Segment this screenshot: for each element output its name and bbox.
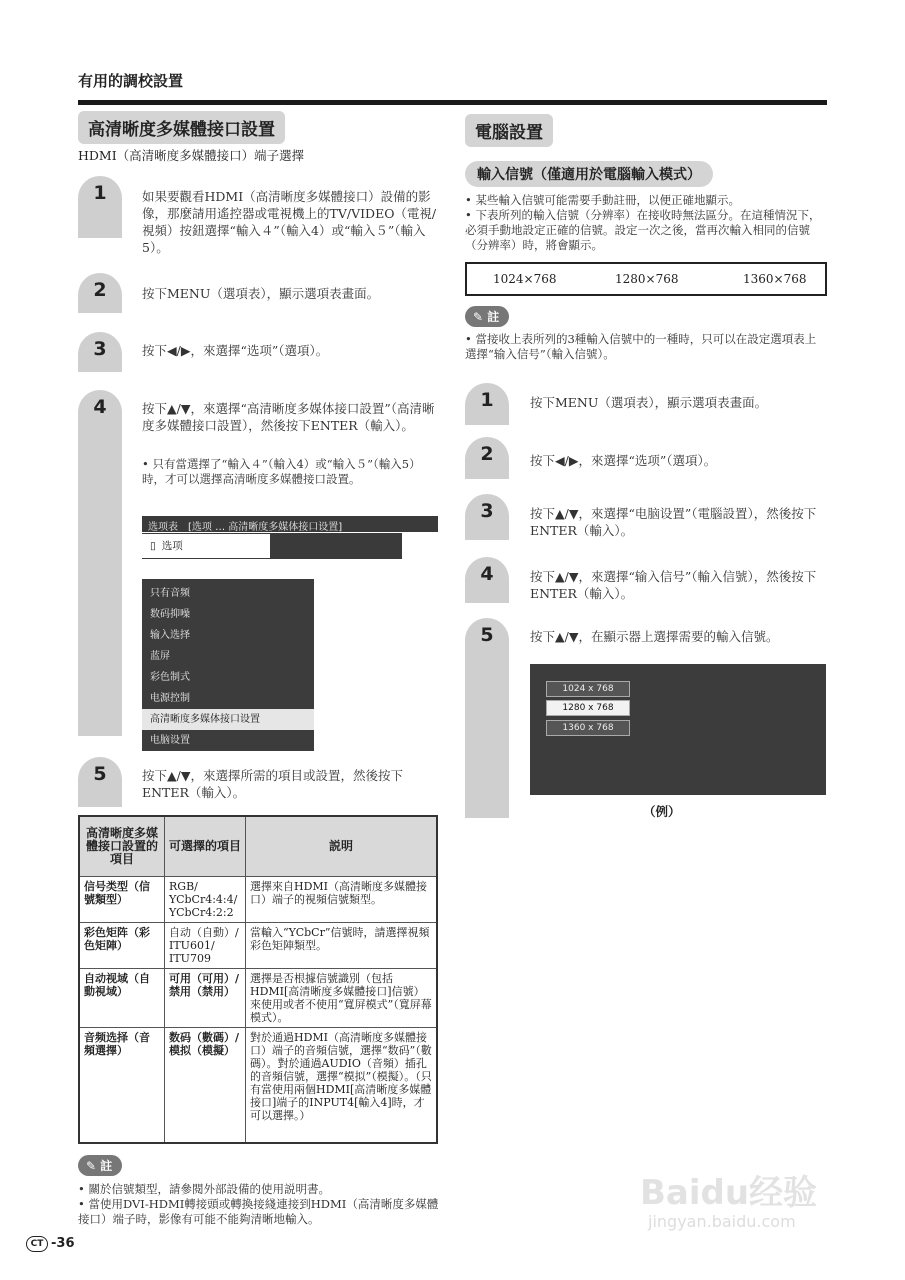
pencil-icon: ✎ — [473, 310, 484, 324]
table-header-description: 説明 — [246, 816, 438, 876]
right-bullet-1: • 某些輸入信號可能需要手動註冊，以便正確地顯示。 — [465, 193, 740, 207]
pc-step-2-text: 按下◀/▶，來選擇“选项”（選項）。 — [530, 453, 717, 468]
step-4-text: 按下▲/▼，來選擇“高清晰度多媒体接口設置”（高清晰度多媒體接口設置），然後按下ENTER（輸入）。 — [142, 401, 435, 433]
osd-item-noise-reduction[interactable]: 数码抑噪 — [150, 609, 190, 620]
example-option-1360[interactable]: 1360 x 768 — [546, 720, 630, 736]
step-2-text: 按下MENU（選項表），顯示選項表畫面。 — [142, 286, 380, 301]
resolution-1360: 1360×768 — [743, 272, 807, 286]
osd-menu-header: 选项表 [选项 … 高清晰度多媒体接口设置] — [142, 516, 438, 532]
example-screen — [530, 664, 826, 795]
step-1-text: 如果要觀看HDMI（高清晰度多媒體接口）設備的影像，那麼請用遙控器或電視機上的TV/VIDEO（電視/視頻）按鈕選擇“輸入４”（輸入4）或“輸入５”（輸入5）。 — [142, 189, 437, 255]
pencil-icon: ✎ — [86, 1159, 97, 1173]
step-2-badge: 2 — [78, 273, 122, 313]
resolution-1024: 1024×768 — [493, 272, 557, 286]
step-3-badge: 3 — [78, 332, 122, 372]
language-badge: CT — [26, 1236, 48, 1252]
left-note-2: • 當使用DVI-HDMI轉接頭或轉換接綫連接到HDMI（高清晰度多媒體接口）端子時，影像有可能不能夠清晰地輸入。 — [78, 1197, 439, 1226]
right-note-badge: ✎ 註 — [465, 306, 509, 327]
pc-step-2-badge: 2 — [465, 437, 509, 479]
hdmi-settings-table — [78, 815, 438, 1144]
osd-item-list — [142, 579, 314, 751]
baidu-watermark-logo: Baidu经验 — [640, 1173, 818, 1213]
osd-item-input-select[interactable]: 输入选择 — [150, 630, 190, 641]
table-header-options: 可選擇的項目 — [165, 816, 246, 876]
example-option-1280[interactable]: 1280 x 768 — [546, 700, 630, 716]
right-note-text: • 當接收上表所列的3種輸入信號中的一種時，只可以在設定選項表上選擇“输入信号”（輸入信號）。 — [465, 332, 817, 361]
pc-section-title: 電腦設置 — [465, 114, 553, 147]
resolution-table — [465, 262, 827, 296]
right-bullet-2: • 下表所列的輸入信號（分辨率）在接收時無法區分。在這種情況下，必須手動地設定正確的信號。設定一次之後，當再次輸入相同的信號（分辨率）時，將會顯示。 — [465, 208, 821, 252]
step-3-text: 按下◀/▶，來選擇“选项”（選項）。 — [142, 343, 329, 358]
osd-item-audio-only[interactable]: 只有音频 — [150, 588, 190, 599]
step-1-badge: 1 — [78, 176, 122, 238]
table-row: 信号类型（信號類型） RGB/ YCbCr4:4:4/ YCbCr4:2:2 選擇來自HDMI（高清晰度多媒體接口）端子的視頻信號類型。 — [79, 876, 437, 922]
osd-item-pc-setup[interactable]: 电脑设置 — [150, 735, 190, 746]
left-note-badge: ✎ 註 — [78, 1155, 122, 1176]
pc-step-5-text: 按下▲/▼，在顯示器上選擇需要的輸入信號。 — [530, 629, 779, 644]
osd-item-power-control[interactable]: 电源控制 — [150, 693, 190, 704]
osd-tab-options[interactable]: ▯ 选项 — [142, 534, 270, 558]
pc-step-1-text: 按下MENU（選項表），顯示選項表畫面。 — [530, 395, 768, 410]
left-note-1: • 關於信號類型，請參閱外部設備的使用説明書。 — [78, 1182, 330, 1196]
baidu-watermark-url: jingyan.baidu.com — [648, 1212, 796, 1231]
osd-menu — [142, 516, 438, 751]
step-5-text: 按下▲/▼，來選擇所需的項目或設置，然後按下ENTER（輸入）。 — [142, 768, 403, 800]
example-option-1024[interactable]: 1024 x 768 — [546, 681, 630, 697]
step-5-badge: 5 — [78, 757, 122, 807]
osd-item-hdmi-setup[interactable]: 高清晰度多媒体接口设置 — [142, 709, 314, 730]
memo-icon: ▯ — [150, 540, 156, 552]
pc-step-3-text: 按下▲/▼，來選擇“电脑设置”（電腦設置），然後按下 ENTER（輸入）。 — [530, 506, 817, 538]
table-row: 彩色矩阵（彩色矩陣） 自动（自動）/ ITU601/ ITU709 當輸入“YCbCr”信號時，請選擇視頻彩色矩陣類型。 — [79, 922, 437, 968]
page-header-title: 有用的調校設置 — [78, 72, 184, 90]
page-number: -36 — [51, 1236, 75, 1251]
table-header-item: 高清晰度多媒體接口設置的項目 — [79, 816, 165, 876]
osd-item-blue-screen[interactable]: 蓝屏 — [150, 651, 170, 662]
pc-step-3-badge: 3 — [465, 494, 509, 540]
step-4-bullet: • 只有當選擇了“輸入４”（輸入4）或“輸入５”（輸入5）時，才可以選擇高清晰度多媒體接口設置。 — [142, 457, 421, 486]
pc-step-5-badge: 5 — [465, 618, 509, 818]
table-row: 自动视域（自動視域） 可用（可用）/ 禁用（禁用） 選擇是否根據信號識別（包括HDMI[高清晰度多媒體接口]信號）來使用或者不使用“寬屏模式”（寬屏幕模式）。 — [79, 968, 437, 1027]
pc-step-4-text: 按下▲/▼，來選擇“输入信号”（輸入信號），然後按下ENTER（輸入）。 — [530, 569, 817, 601]
header-rule — [78, 100, 827, 105]
resolution-1280: 1280×768 — [615, 272, 679, 286]
hdmi-section-title: 高清晰度多媒體接口設置 — [78, 111, 285, 144]
osd-item-color-system[interactable]: 彩色制式 — [150, 672, 190, 683]
table-row: 音频选择（音頻選擇） 数码（數碼）/ 模拟（模擬） 對於通過HDMI（高清晰度多媒體接口）端子的音頻信號，選擇“数码”（數碼）。對於通過AUDIO（音頻）插孔的音頻信號，選擇“模拟”（模擬）。（只有當使用兩個HDMI[高清晰度多媒體接口]端子的INPUT4[輸入4]時，才可以選擇。） — [79, 1027, 437, 1143]
step-4-badge: 4 — [78, 390, 122, 736]
input-signal-subtitle: 輸入信號（僅適用於電腦輸入模式） — [465, 161, 713, 187]
pc-step-4-badge: 4 — [465, 557, 509, 603]
hdmi-subtitle: HDMI（高清晰度多媒體接口）端子選擇 — [78, 148, 305, 163]
pc-step-1-badge: 1 — [465, 383, 509, 425]
example-caption: （例） — [643, 804, 681, 819]
